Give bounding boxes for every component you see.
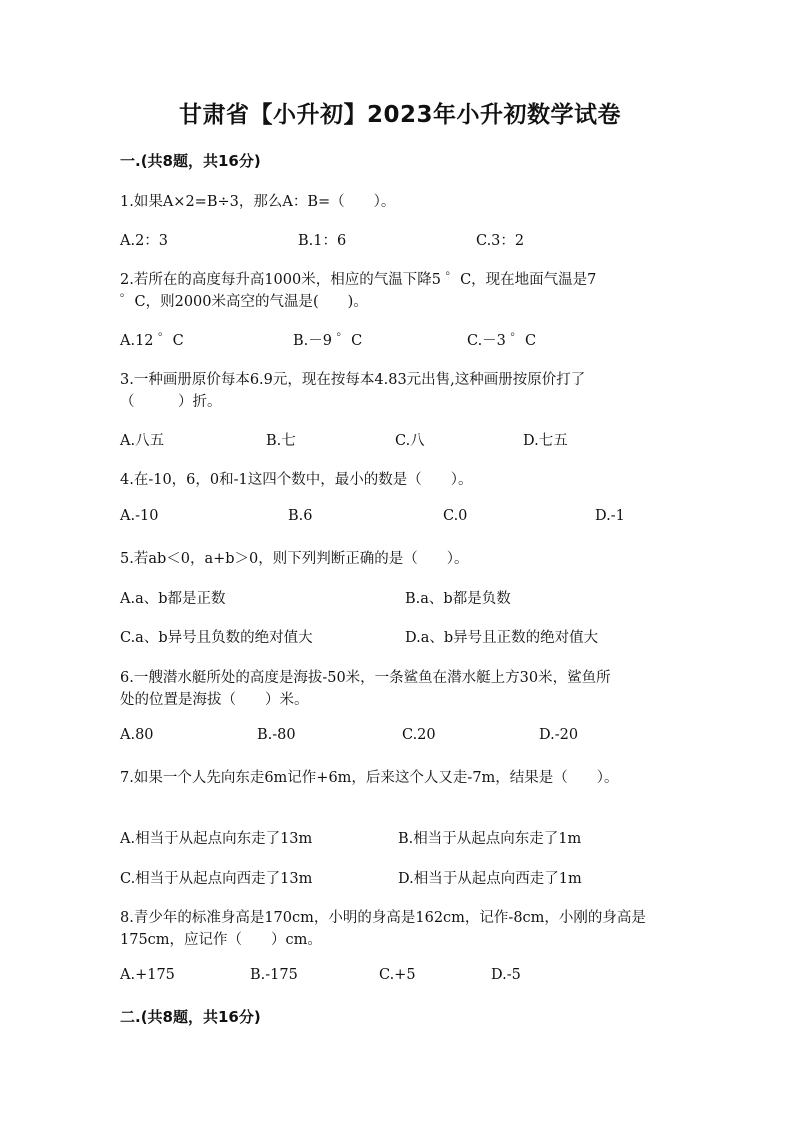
question-2-text-line2: ゜C，则2000米高空的气温是( )。	[120, 294, 368, 310]
q4-option-a: A.-10	[120, 508, 159, 524]
q8-option-a: A.+175	[120, 967, 175, 983]
question-6-text-line2: 处的位置是海拔（ ）米。	[120, 692, 309, 708]
question-2-text-line1: 2.若所在的高度每升高1000米，相应的气温下降5 ゜C，现在地面气温是7	[120, 272, 597, 288]
q7-option-b: B.相当于从起点向东走了1m	[398, 831, 582, 847]
question-6-text-line1: 6.一艘潜水艇所处的高度是海拔-50米，一条鲨鱼在潜水艇上方30米，鲨鱼所	[120, 670, 611, 686]
exam-title: 甘肃省【小升初】2023年小升初数学试卷	[178, 102, 621, 128]
q3-option-b: B.七	[266, 433, 296, 449]
q8-option-b: B.-175	[250, 967, 298, 983]
q4-option-d: D.-1	[595, 508, 625, 524]
q6-option-c: C.20	[402, 727, 436, 743]
question-4-text: 4.在-10，6，0和-1这四个数中，最小的数是（ ）。	[120, 472, 473, 488]
q8-option-d: D.-5	[491, 967, 521, 983]
q7-option-c: C.相当于从起点向西走了13m	[120, 871, 313, 887]
q1-option-a: A.2：3	[120, 233, 169, 249]
question-1-text: 1.如果A×2=B÷3，那么A：B=（ ）。	[120, 194, 396, 210]
section-header-1: 一.(共8题，共16分)	[120, 152, 261, 170]
q5-option-d: D.a、b异号且正数的绝对值大	[405, 630, 599, 646]
q5-option-b: B.a、b都是负数	[405, 591, 511, 607]
question-3-text-line1: 3.一种画册原价每本6.9元，现在按每本4.83元出售,这种画册按原价打了	[120, 372, 586, 388]
question-8-text-line1: 8.青少年的标准身高是170cm，小明的身高是162cm，记作-8cm，小刚的身高是	[120, 910, 646, 926]
q6-option-a: A.80	[120, 727, 154, 743]
q3-option-c: C.八	[395, 433, 425, 449]
q6-option-b: B.-80	[257, 727, 296, 743]
question-8-text-line2: 175cm，应记作（ ）cm。	[120, 932, 322, 948]
q5-option-a: A.a、b都是正数	[120, 591, 226, 607]
q4-option-b: B.6	[288, 508, 313, 524]
question-5-text: 5.若ab＜0，a+b＞0，则下列判断正确的是（ ）。	[120, 551, 469, 567]
question-3-text-line2: （ ）折。	[120, 394, 222, 410]
q1-option-b: B.1：6	[298, 233, 347, 249]
q7-option-d: D.相当于从起点向西走了1m	[398, 871, 582, 887]
question-7-text: 7.如果一个人先向东走6m记作+6m，后来这个人又走-7m，结果是（ ）。	[120, 770, 619, 786]
q1-option-c: C.3：2	[476, 233, 525, 249]
q2-option-a: A.12 ゜C	[120, 333, 184, 349]
q7-option-a: A.相当于从起点向东走了13m	[120, 831, 313, 847]
section-header-2: 二.(共8题，共16分)	[120, 1008, 261, 1026]
q5-option-c: C.a、b异号且负数的绝对值大	[120, 630, 313, 646]
q2-option-c: C.－3 ゜C	[467, 333, 537, 349]
q2-option-b: B.－9 ゜C	[293, 333, 363, 349]
q4-option-c: C.0	[443, 508, 468, 524]
q8-option-c: C.+5	[379, 967, 416, 983]
q3-option-d: D.七五	[523, 433, 568, 449]
q6-option-d: D.-20	[539, 727, 579, 743]
q3-option-a: A.八五	[120, 433, 165, 449]
